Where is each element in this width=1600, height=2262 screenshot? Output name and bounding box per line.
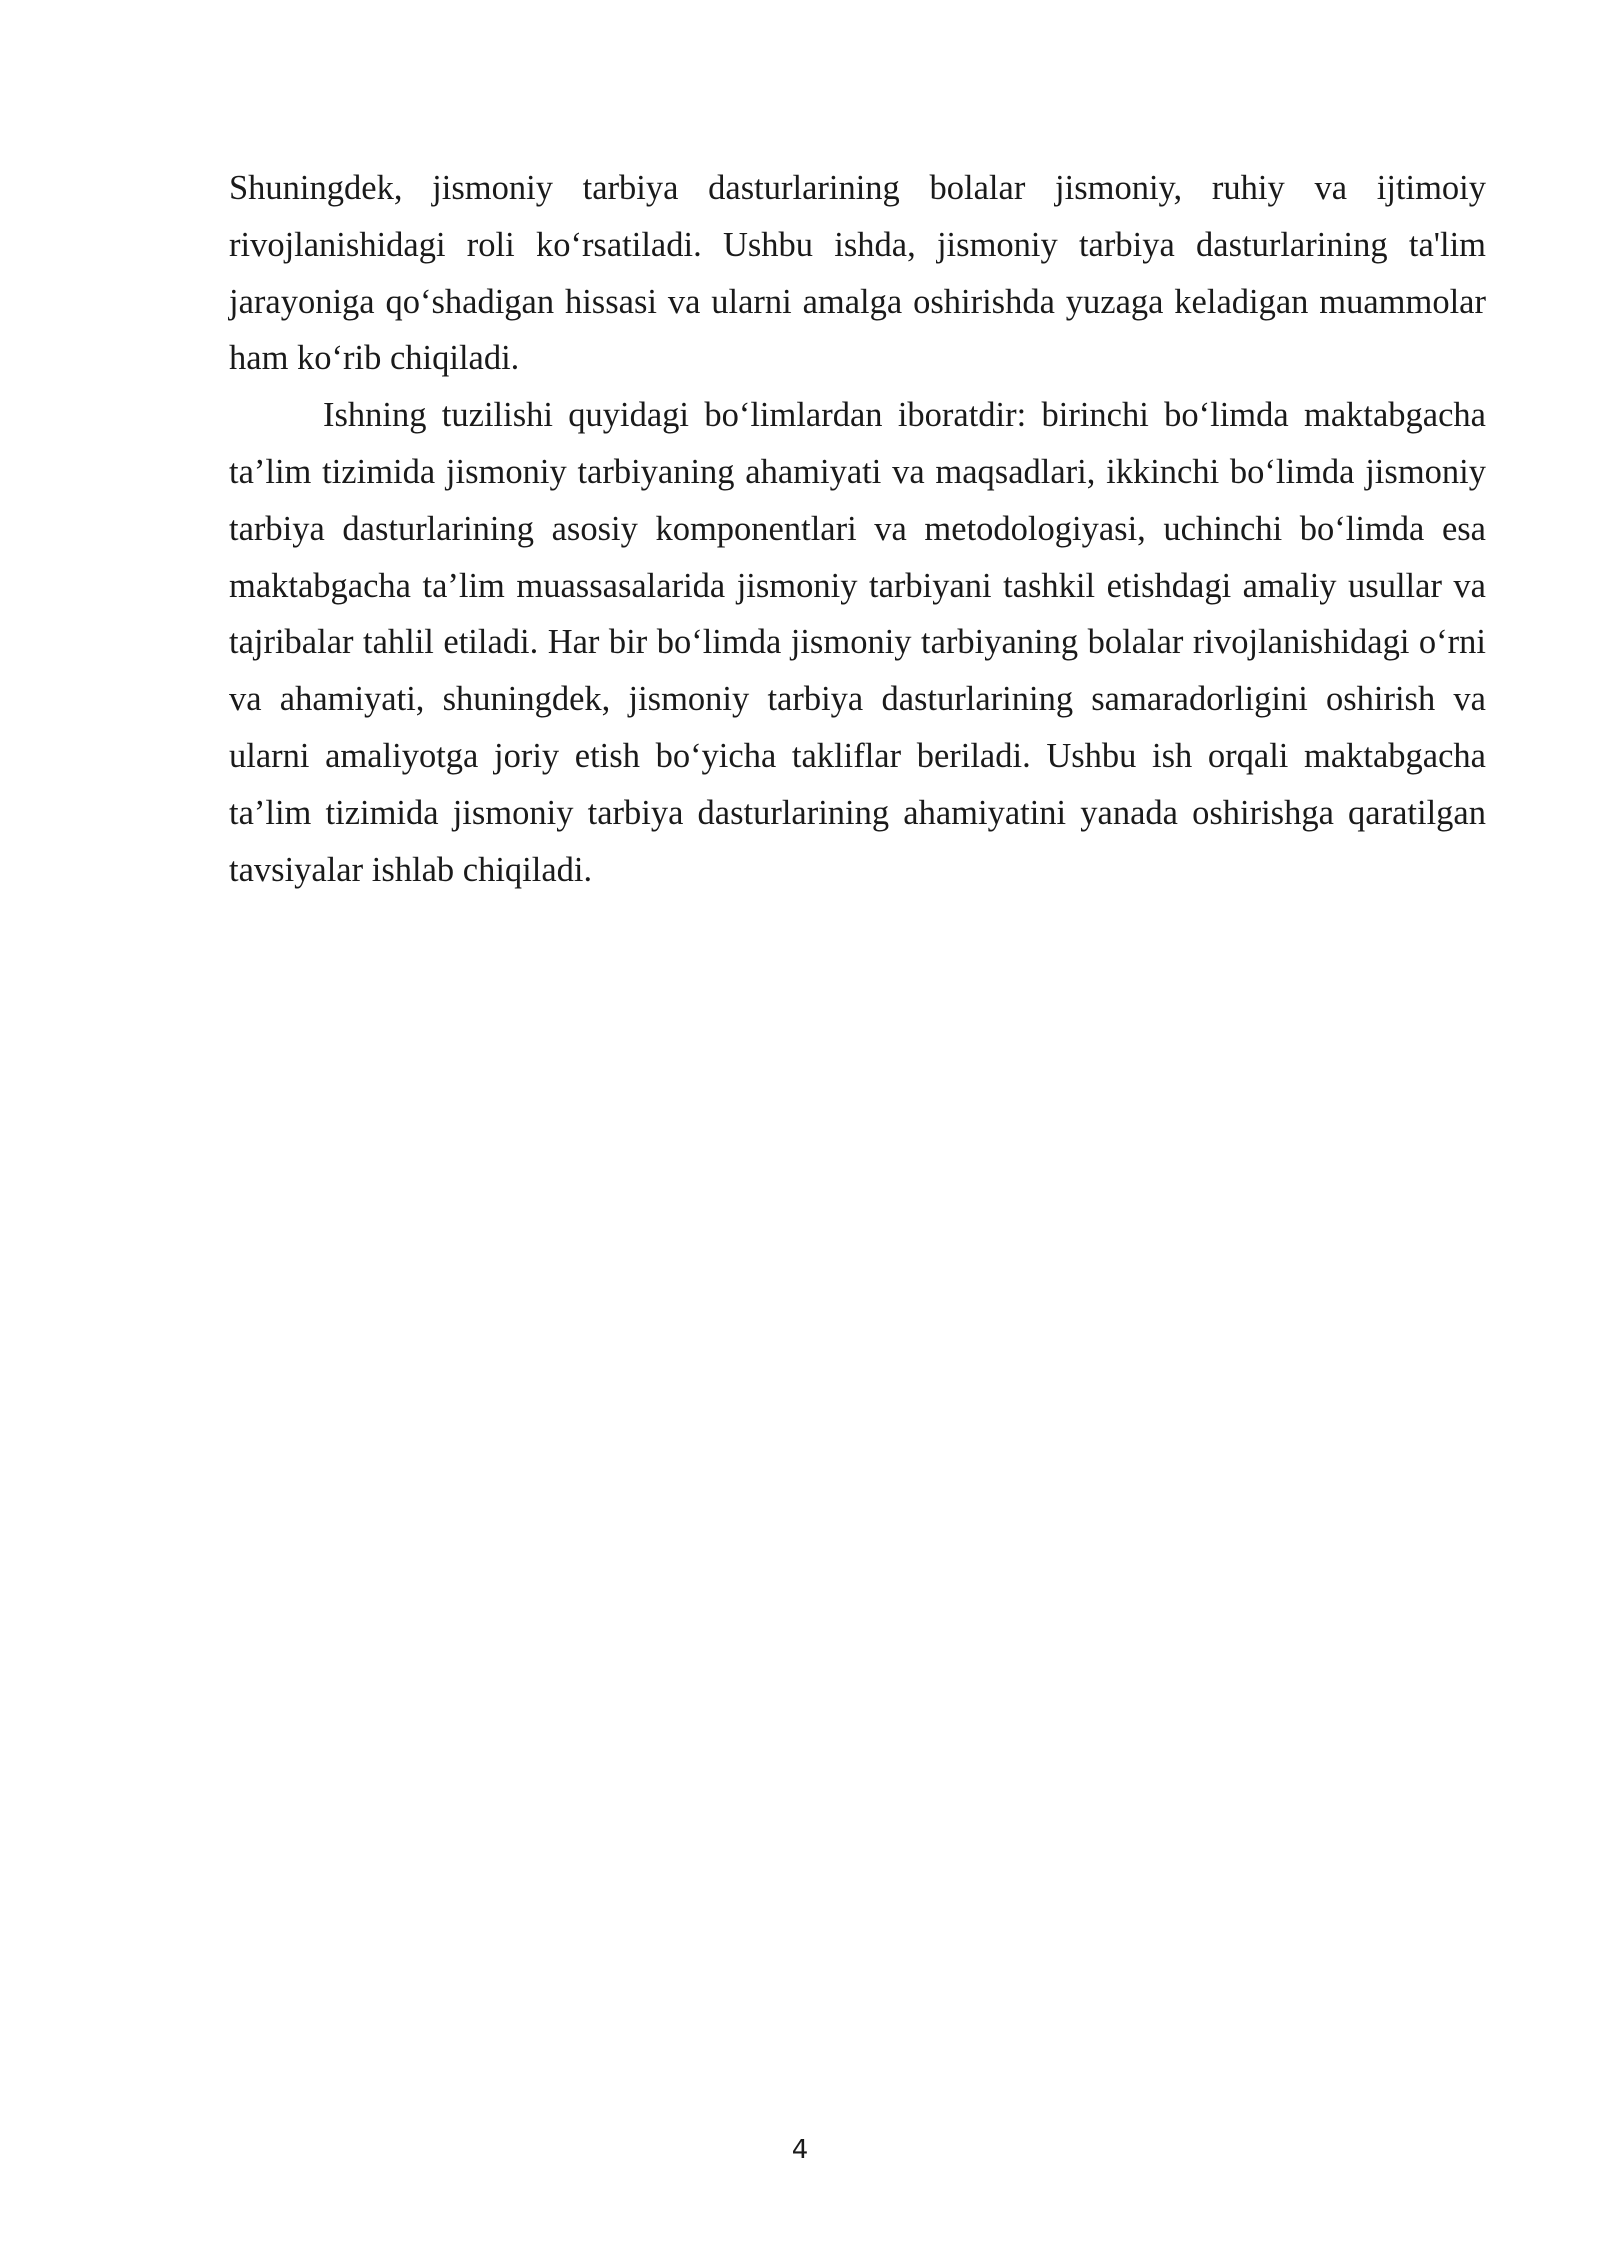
paragraph-continuation: Shuningdek, jismoniy tarbiya dasturlarining bolalar jismoniy, ruhiy va ijtimoiy rivojlanishidagi roli ko‘rsatiladi. Ushbu ishda, jismoniy tarbiya dasturlarining ta'lim jarayoniga qo‘shadigan hissasi va ularni amalga oshirishda yuzaga keladigan muammolar ham ko‘rib chiqiladi. — [229, 169, 1486, 378]
body-text — [229, 160, 1486, 898]
page-number: 4 — [791, 2135, 809, 2165]
paragraph-structure: Ishning tuzilishi quyidagi bo‘limlardan iboratdir: birinchi bo‘limda maktabgacha ta’lim tizimida jismoniy tarbiyaning ahamiyati va maqsadlari, ikkinchi bo‘limda jismoniy tarbiya dasturlarining asosiy komponentlari va metodologiyasi, uchinchi bo‘limda esa maktabgacha ta’lim muassasalarida jismoniy tarbiyani tashkil etishdagi amaliy usullar va tajribalar tahlil etiladi. Har bir bo‘limda jismoniy tarbiyaning bolalar rivojlanishidagi o‘rni va ahamiyati, shuningdek, jismoniy tarbiya dasturlarining samaradorligini oshirish va ularni amaliyotga joriy etish bo‘yicha takliflar beriladi. Ushbu ish orqali maktabgacha ta’lim tizimida jismoniy tarbiya dasturlarining ahamiyatini yanada oshirishga qaratilgan tavsiyalar ishlab chiqiladi. — [229, 396, 1486, 889]
